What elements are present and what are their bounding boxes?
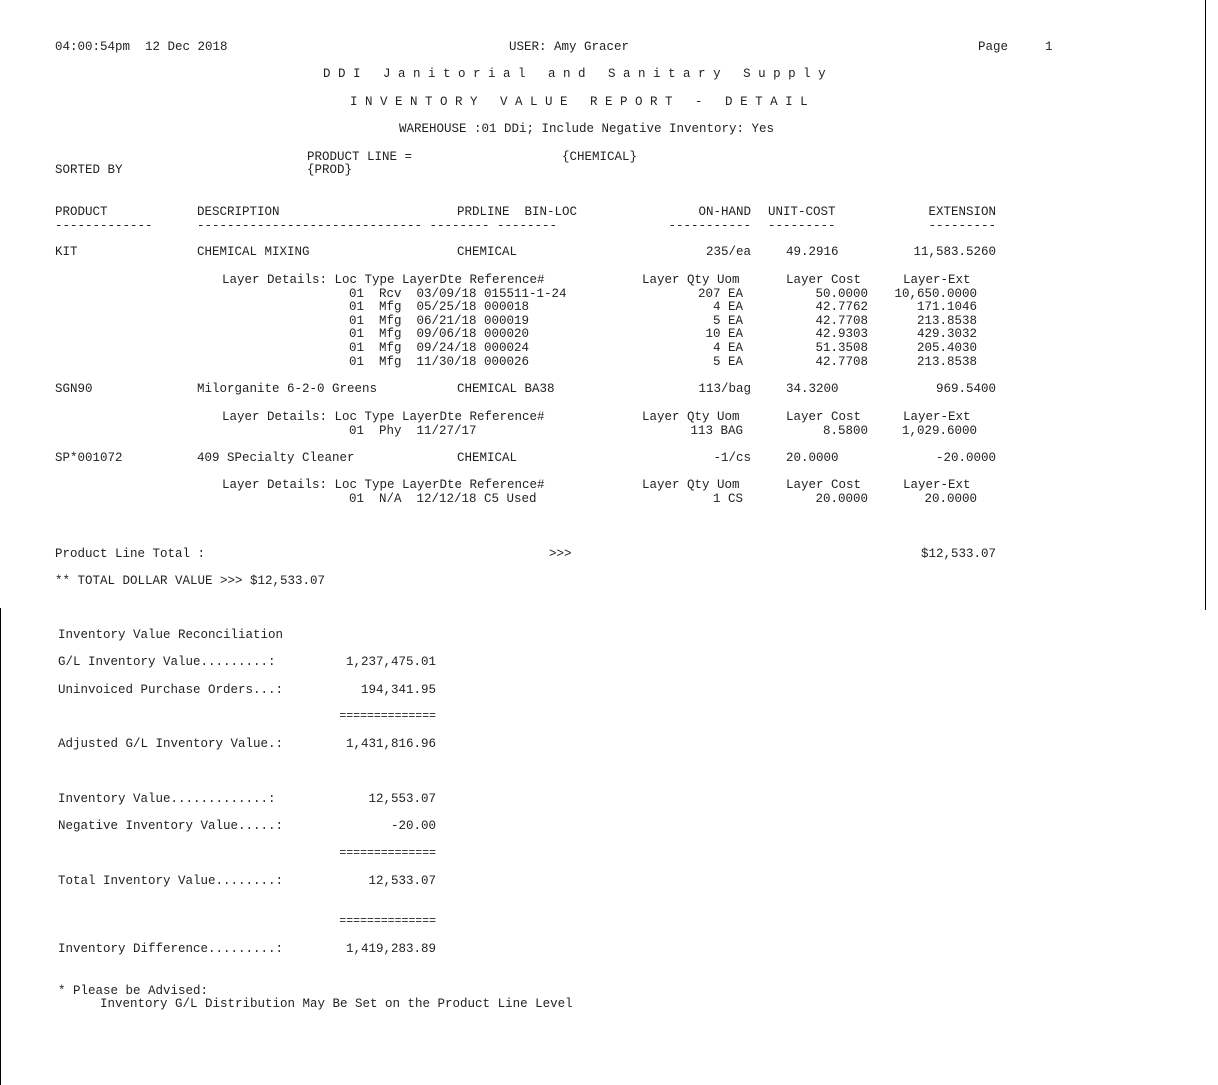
advisory-note: * Please be Advised:	[58, 984, 209, 998]
layer-row-cost: 42.7708	[815, 314, 868, 328]
inventory-value-label: Inventory Value.............:	[58, 792, 276, 806]
product-description: CHEMICAL MIXING	[197, 245, 310, 259]
column-underline-on-hand: -----------	[668, 219, 751, 233]
inventory-difference-label: Inventory Difference.........:	[58, 942, 284, 956]
column-underline-extension: ---------	[928, 219, 996, 233]
adjusted-gl-value: 1,431,816.96	[345, 737, 436, 751]
inventory-value-amount: 12,553.07	[368, 792, 436, 806]
product-code: KIT	[55, 245, 78, 259]
adjusted-gl-label: Adjusted G/L Inventory Value.:	[58, 737, 284, 751]
layer-cost-header: Layer Cost	[786, 410, 862, 424]
layer-row-ext: 429.3032	[916, 327, 977, 341]
layer-row-cost: 20.0000	[815, 492, 868, 506]
product-unit-cost: 34.3200	[786, 382, 839, 396]
product-description: Milorganite 6-2-0 Greens	[197, 382, 378, 396]
report-timestamp: 04:00:54pm 12 Dec 2018	[55, 40, 228, 54]
layer-row-info: 01 Mfg 09/06/18 000020	[349, 327, 530, 341]
column-header-description: DESCRIPTION	[197, 205, 280, 219]
product-code: SP*001072	[55, 451, 123, 465]
column-header-unit-cost: UNIT-COST	[768, 205, 836, 219]
column-header-on-hand: ON-HAND	[698, 205, 751, 219]
layer-row-ext: 171.1046	[916, 300, 977, 314]
product-unit-cost: 49.2916	[786, 245, 839, 259]
product-line-value: {CHEMICAL}	[562, 150, 638, 164]
product-extension: 969.5400	[935, 382, 996, 396]
product-line-total-arrow: >>>	[549, 547, 572, 561]
layer-row-ext: 20.0000	[924, 492, 977, 506]
layer-row-qty: 1 CS	[712, 492, 743, 506]
negative-inventory-label: Negative Inventory Value.....:	[58, 819, 284, 833]
layer-row-info: 01 Mfg 09/24/18 000024	[349, 341, 530, 355]
layer-row-qty: 207 EA	[697, 287, 743, 301]
layer-row-cost: 51.3508	[815, 341, 868, 355]
layer-qty-header: Layer Qty Uom	[642, 273, 740, 287]
layer-row-qty: 113 BAG	[690, 424, 743, 438]
layer-row-qty: 10 EA	[705, 327, 743, 341]
product-line-total-label: Product Line Total :	[55, 547, 206, 561]
layer-qty-header: Layer Qty Uom	[642, 410, 740, 424]
product-prdline: CHEMICAL BA38	[457, 382, 555, 396]
layer-row-cost: 42.7762	[815, 300, 868, 314]
layer-row-ext: 1,029.6000	[901, 424, 977, 438]
product-line-label: PRODUCT LINE =	[307, 150, 413, 164]
product-code: SGN90	[55, 382, 93, 396]
product-extension: 11,583.5260	[913, 245, 996, 259]
layer-row-cost: 42.7708	[815, 355, 868, 369]
inventory-difference-value: 1,419,283.89	[345, 942, 436, 956]
gl-inventory-label: G/L Inventory Value.........:	[58, 655, 276, 669]
column-header-prdline-binloc: PRDLINE BIN-LOC	[457, 205, 578, 219]
layer-details-header: Layer Details: Loc Type LayerDte Reference#	[222, 273, 545, 287]
total-inventory-value: 12,533.07	[368, 874, 436, 888]
gl-inventory-value: 1,237,475.01	[345, 655, 436, 669]
layer-row-qty: 4 EA	[712, 300, 743, 314]
layer-row-qty: 5 EA	[712, 314, 743, 328]
product-on-hand: 235/ea	[705, 245, 751, 259]
report-user: USER: Amy Gracer	[509, 40, 630, 54]
sorted-by-label: SORTED BY	[55, 163, 123, 177]
product-on-hand: 113/bag	[698, 382, 751, 396]
separator-rule: ==============	[339, 847, 436, 860]
layer-ext-header: Layer-Ext	[903, 478, 971, 492]
column-header-product: PRODUCT	[55, 205, 108, 219]
layer-row-info: 01 Phy 11/27/17	[349, 424, 477, 438]
layer-row-info: 01 Mfg 05/25/18 000018	[349, 300, 530, 314]
advisory-detail: Inventory G/L Distribution May Be Set on the Product Line Level	[100, 997, 573, 1011]
product-on-hand: -1/cs	[713, 451, 751, 465]
layer-row-ext: 10,650.0000	[894, 287, 977, 301]
layer-qty-header: Layer Qty Uom	[642, 478, 740, 492]
sorted-by-value: {PROD}	[307, 163, 353, 177]
layer-row-info: 01 Rcv 03/09/18 015511-1-24	[349, 287, 567, 301]
layer-row-cost: 50.0000	[815, 287, 868, 301]
layer-row-ext: 213.8538	[916, 314, 977, 328]
product-extension: -20.0000	[935, 451, 996, 465]
layer-row-info: 01 Mfg 11/30/18 000026	[349, 355, 530, 369]
page-number: 1	[1045, 40, 1053, 54]
layer-details-header: Layer Details: Loc Type LayerDte Reference#	[222, 410, 545, 424]
product-prdline: CHEMICAL	[457, 245, 518, 259]
column-underline-unit-cost: ---------	[768, 219, 836, 233]
total-inventory-label: Total Inventory Value........:	[58, 874, 284, 888]
left-page-edge	[0, 608, 1, 1085]
product-unit-cost: 20.0000	[786, 451, 839, 465]
right-page-edge	[1205, 0, 1206, 610]
warehouse-line: WAREHOUSE :01 DDi; Include Negative Inventory: Yes	[399, 122, 775, 136]
negative-inventory-value: -20.00	[390, 819, 436, 833]
total-dollar-value: ** TOTAL DOLLAR VALUE >>> $12,533.07	[55, 574, 326, 588]
product-prdline: CHEMICAL	[457, 451, 518, 465]
layer-ext-header: Layer-Ext	[903, 410, 971, 424]
layer-details-header: Layer Details: Loc Type LayerDte Reference#	[222, 478, 545, 492]
separator-rule: ==============	[339, 710, 436, 723]
column-header-extension: EXTENSION	[928, 205, 996, 219]
reconciliation-title: Inventory Value Reconciliation	[58, 628, 284, 642]
layer-row-cost: 42.9303	[815, 327, 868, 341]
layer-row-ext: 205.4030	[916, 341, 977, 355]
layer-row-qty: 5 EA	[712, 355, 743, 369]
layer-row-cost: 8.5800	[822, 424, 868, 438]
layer-row-info: 01 Mfg 06/21/18 000019	[349, 314, 530, 328]
layer-ext-header: Layer-Ext	[903, 273, 971, 287]
uninvoiced-po-value: 194,341.95	[360, 683, 436, 697]
page-label: Page	[978, 40, 1009, 54]
column-underline-product: -------------	[55, 219, 153, 233]
layer-row-ext: 213.8538	[916, 355, 977, 369]
uninvoiced-po-label: Uninvoiced Purchase Orders...:	[58, 683, 284, 697]
layer-cost-header: Layer Cost	[786, 478, 862, 492]
layer-row-qty: 4 EA	[712, 341, 743, 355]
layer-row-info: 01 N/A 12/12/18 C5 Used	[349, 492, 537, 506]
separator-rule: ==============	[339, 915, 436, 928]
layer-cost-header: Layer Cost	[786, 273, 862, 287]
report-title: I N V E N T O R Y V A L U E R E P O R T - D E T A I L	[350, 95, 808, 109]
product-description: 409 SPecialty Cleaner	[197, 451, 355, 465]
product-line-total-value: $12,533.07	[920, 547, 996, 561]
column-underline-description: ------------------------------ -------- --------	[197, 219, 558, 233]
company-name: D D I J a n i t o r i a l a n d S a n i t a r y S u p p l y	[323, 67, 826, 81]
